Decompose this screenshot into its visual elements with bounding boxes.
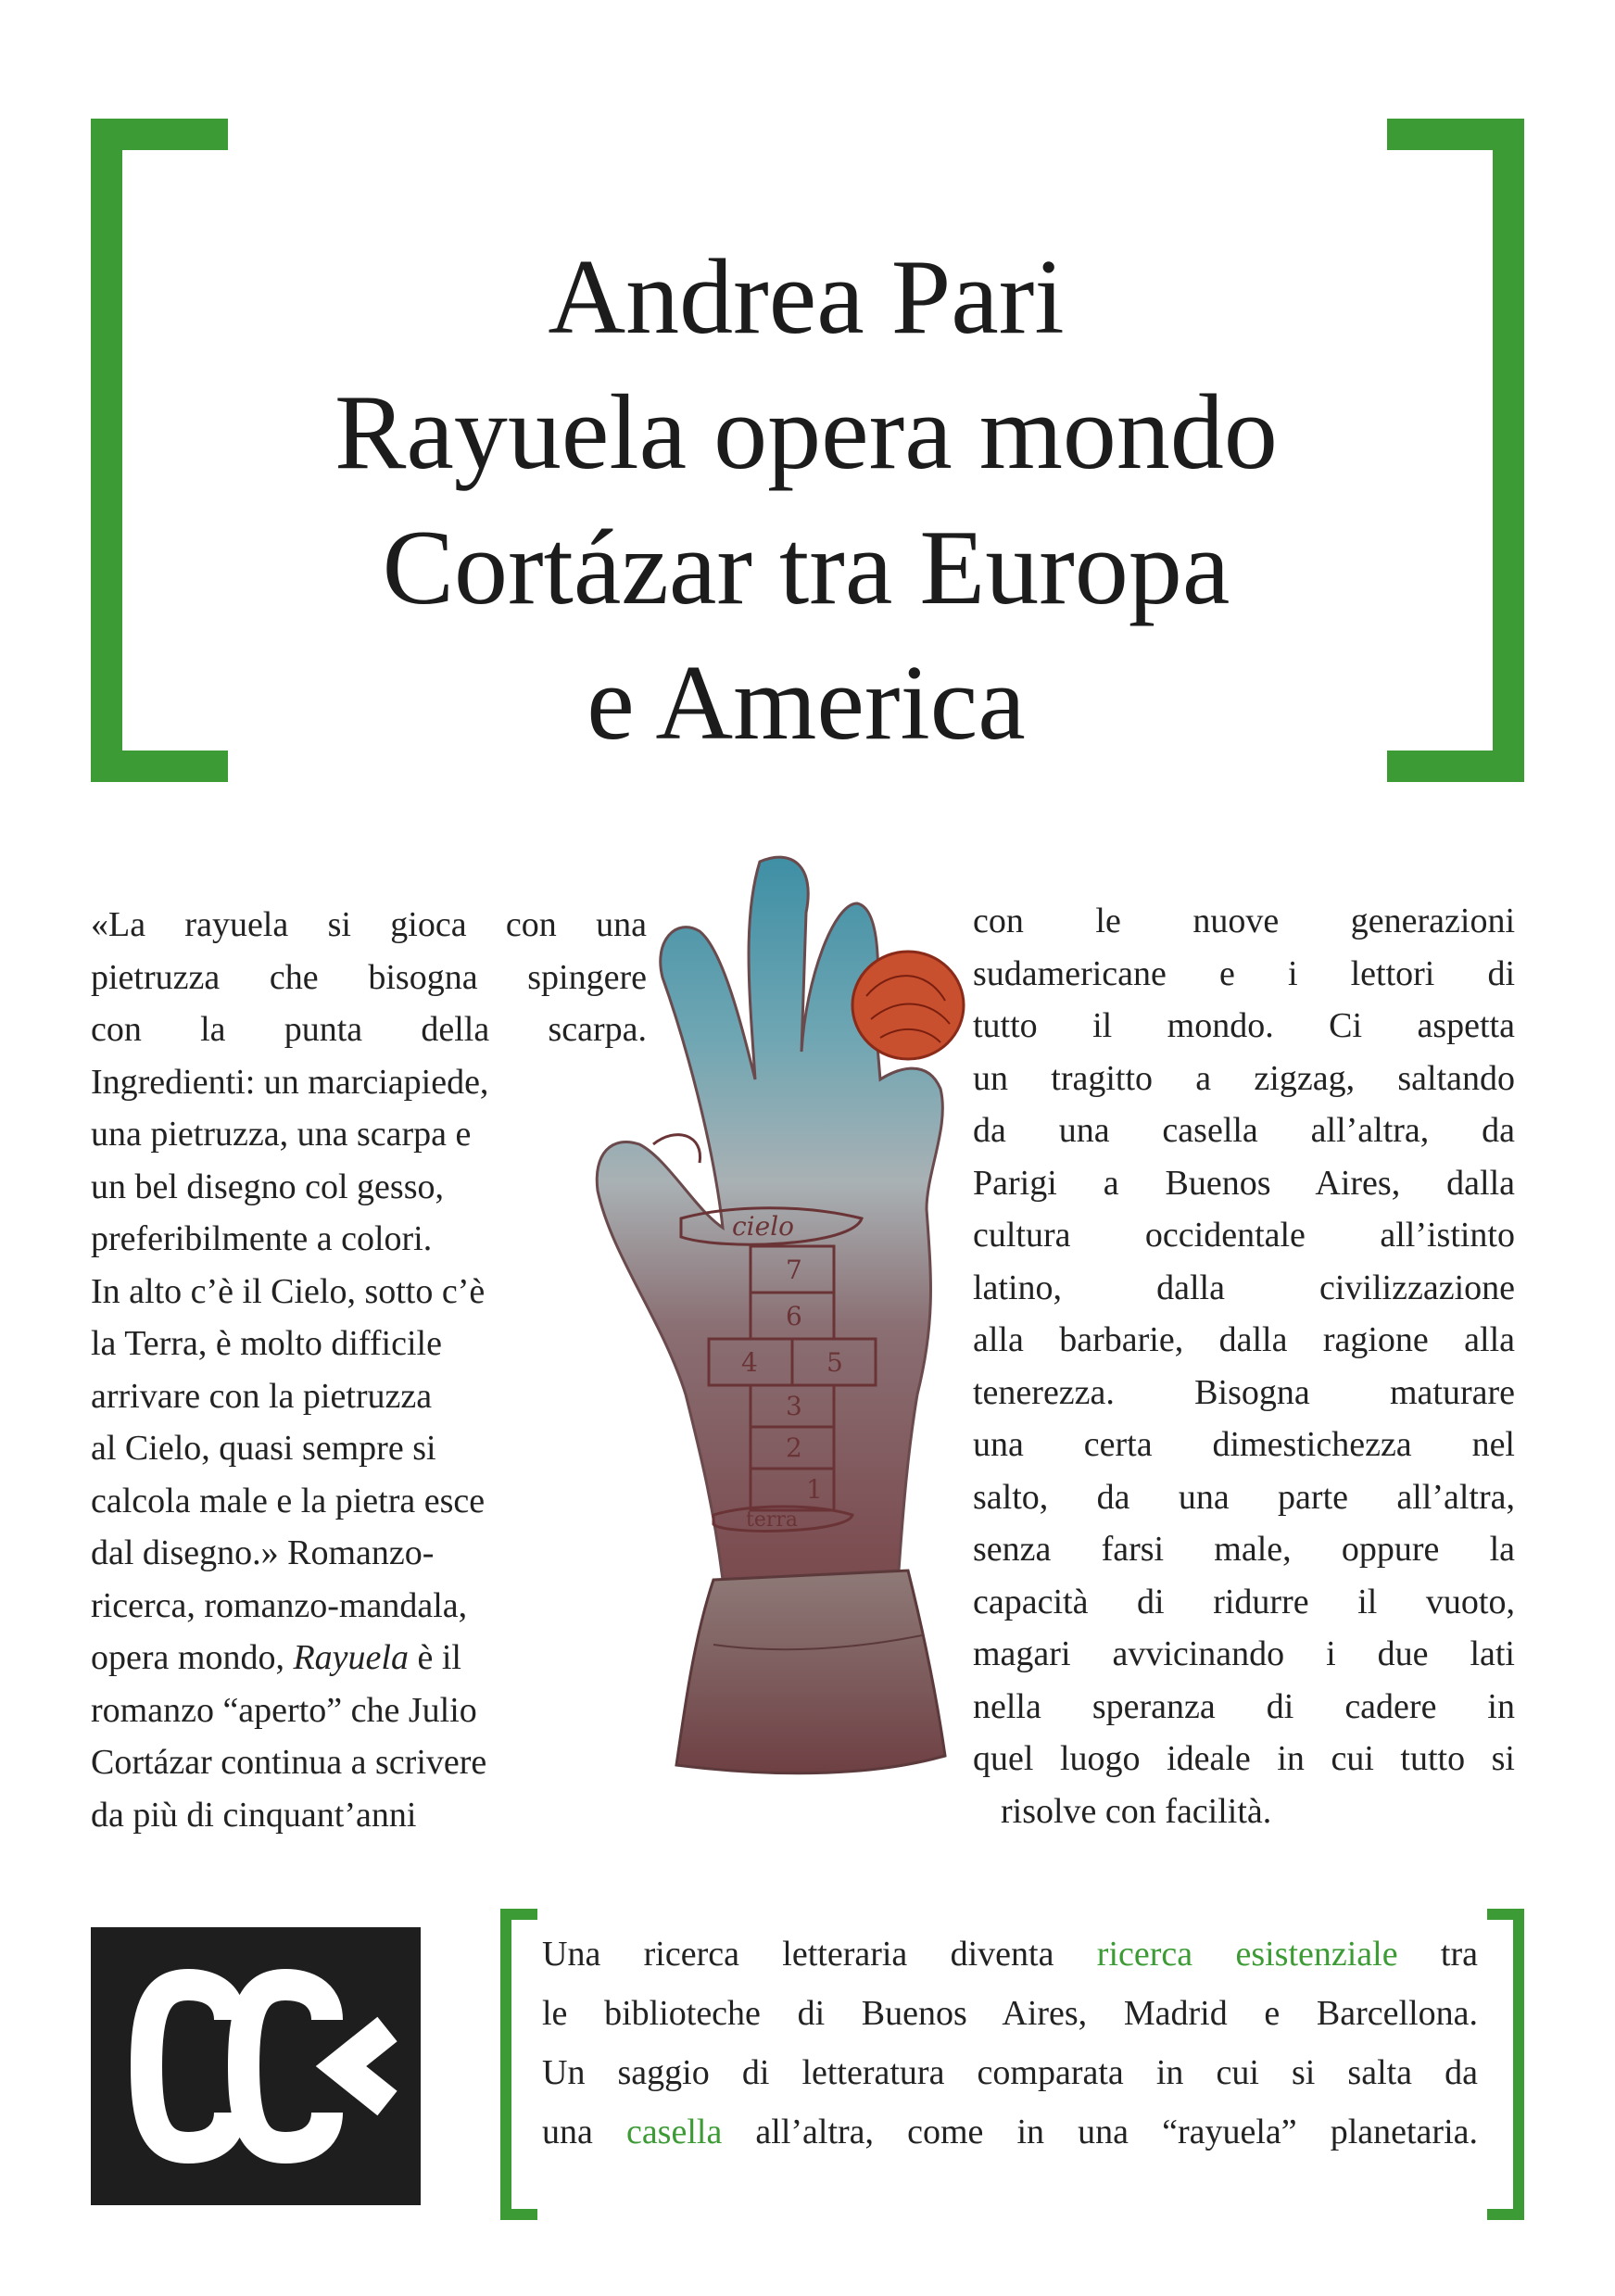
cc-logo-icon (91, 1927, 421, 2205)
text-line: un tragitto a zigzag, saltando (973, 1058, 1515, 1098)
text-line: al Cielo, quasi sempre si (91, 1429, 436, 1468)
text-line: risolve con facilità. (1001, 1791, 1272, 1831)
text-line: alla barbarie, dalla ragione alla (973, 1320, 1515, 1359)
right-text-column (973, 895, 1515, 1837)
small-left-bracket (500, 1909, 537, 2220)
number-1: 1 (806, 1474, 823, 1505)
text-line: quel luogo ideale in cui tutto si (973, 1739, 1515, 1778)
logo-c2 (244, 1985, 327, 2148)
blurb-line-2: le biblioteche di Buenos Aires, Madrid e Barcellona. (542, 1994, 1478, 2033)
hand-hopscotch-illustration (574, 839, 1038, 1886)
text-segment: opera mondo, (91, 1638, 284, 1677)
number-3: 3 (786, 1391, 802, 1421)
text-line: da più di cinquant’anni (91, 1795, 417, 1835)
blurb-line-3: Un saggio di letteratura comparata in cui si salta da (542, 2053, 1478, 2092)
text-line: salto, da una parte all’altra, (973, 1477, 1515, 1517)
text-line: ricerca, romanzo-mandala, (91, 1585, 468, 1625)
terra-label: terra (746, 1508, 799, 1532)
text-line: sudamericane e i lettori di (973, 953, 1515, 993)
right-bracket-decoration (1387, 119, 1524, 782)
number-6: 6 (786, 1301, 802, 1331)
number-5: 5 (826, 1347, 843, 1378)
number-2: 2 (786, 1432, 802, 1463)
text-line: romanzo “aperto” che Julio (91, 1690, 477, 1730)
number-7: 7 (786, 1255, 802, 1285)
text-line: tutto il mondo. Ci aspetta (973, 1006, 1515, 1045)
logo-c1 (146, 1985, 230, 2148)
thumb-mark (653, 1135, 700, 1163)
text-line: Ingredienti: un marciapiede, (91, 1062, 489, 1102)
text-line: preferibilmente a colori. (91, 1219, 433, 1258)
text-line: capacità di ridurre il vuoto, (973, 1582, 1515, 1621)
text-line: un bel disegno col gesso, (91, 1167, 445, 1206)
blurb-text: tra (1397, 1935, 1478, 1974)
publisher-logo (91, 1927, 421, 2205)
sleeve-cuff (676, 1571, 945, 1773)
cielo-label: cielo (732, 1211, 795, 1242)
text-line: magari avvicinando i due lati (973, 1634, 1515, 1673)
text-line: con le nuove generazioni (973, 902, 1515, 940)
text-line: una pietruzza, una scarpa e (91, 1115, 472, 1154)
blurb-text: Una ricerca letteraria diventa (542, 1935, 1097, 1974)
author-name: Andrea Pari (548, 238, 1065, 357)
text-line: la Terra, è molto difficile (91, 1324, 442, 1363)
highlight-ricerca-esistenziale: ricerca esistenziale (1096, 1935, 1398, 1974)
highlight-casella: casella (625, 2113, 723, 2151)
text-segment: è il (408, 1638, 461, 1677)
text-line: «La rayuela si gioca con una (91, 905, 647, 944)
number-4: 4 (741, 1347, 758, 1378)
title-line-4: e America (587, 644, 1026, 763)
text-line: arrivare con la pietruzza (91, 1376, 433, 1416)
text-line: cultura occidentale all’istinto (973, 1216, 1515, 1255)
text-line: una certa dimestichezza nel (973, 1425, 1515, 1464)
text-line: con la punta della scarpa. (91, 1010, 647, 1049)
text-line: In alto c’è il Cielo, sotto c’è (91, 1271, 486, 1311)
logo-chevron (341, 2029, 387, 2103)
title-line-3: Cortázar tra Europa (382, 509, 1230, 627)
blurb-text: all’altra, come in una “rayuela” planetaria. (722, 2113, 1478, 2151)
title-line-2: Rayuela opera mondo (334, 373, 1278, 492)
text-line: calcola male e la pietra esce (91, 1481, 486, 1520)
text-line: da una casella all’altra, da (973, 1111, 1515, 1150)
left-text-column (91, 899, 647, 1841)
text-line: dal disegno.» Romanzo- (91, 1533, 435, 1572)
text-line-with-italic (91, 1632, 647, 1684)
text-line: tenerezza. Bisogna maturare (973, 1372, 1515, 1412)
left-bracket-decoration (91, 119, 228, 782)
text-line: nella speranza di cadere in (973, 1686, 1515, 1726)
text-line: Parigi a Buenos Aires, dalla (973, 1163, 1515, 1203)
blurb-line-4 (542, 2102, 1478, 2162)
text-line: latino, dalla civilizzazione (973, 1268, 1515, 1307)
text-line: senza farsi male, oppure la (973, 1530, 1515, 1569)
back-cover-blurb (542, 1924, 1478, 2162)
red-pebble (852, 952, 964, 1059)
blurb-line-1 (542, 1924, 1478, 1984)
text-line: Cortázar continua a scrivere (91, 1743, 487, 1782)
text-line: pietruzza che bisogna spingere (91, 957, 647, 997)
small-right-bracket (1487, 1909, 1524, 2220)
book-title (232, 230, 1381, 771)
blurb-text: una (542, 2113, 626, 2151)
italic-title: Rayuela (293, 1638, 409, 1677)
